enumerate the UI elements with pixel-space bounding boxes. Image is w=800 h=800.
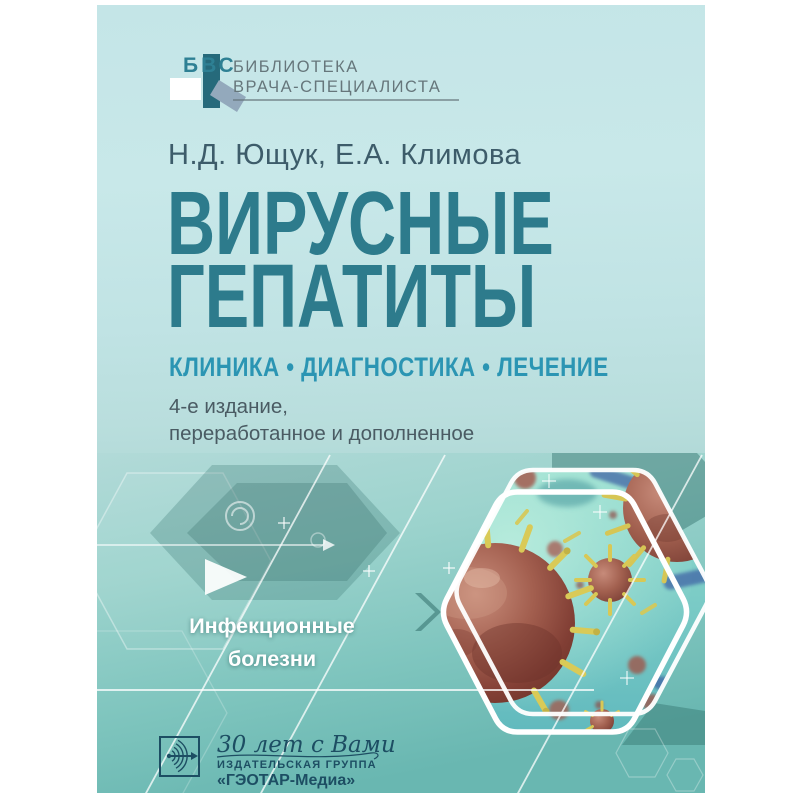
bvs-logo <box>167 50 507 112</box>
publisher-icon <box>160 737 199 776</box>
publisher-logo <box>155 728 475 792</box>
authors-line: Н.Д. Ющук, Е.А. Климова <box>168 139 522 171</box>
bvs-acronym: БВС <box>183 54 237 77</box>
book-title-line1: ВИРУСНЫЕ <box>167 174 554 274</box>
edition-line1: 4-е издание, <box>169 395 288 418</box>
series-badge <box>152 610 392 676</box>
edition-line2: переработанное и дополненное <box>169 422 475 445</box>
subtitle-text: КЛИНИКА • ДИАГНОСТИКА • ЛЕЧЕНИЕ <box>169 352 609 382</box>
bvs-library-line1: БИБЛИОТЕКА <box>233 58 359 76</box>
bvs-library-line2: ВРАЧА-СПЕЦИАЛИСТА <box>233 78 442 96</box>
edition-block <box>169 393 474 447</box>
book-cover <box>97 5 705 793</box>
book-title <box>167 174 554 347</box>
book-title-line2: ГЕПАТИТЫ <box>167 247 537 347</box>
series-badge-line1: Инфекционные <box>189 614 355 638</box>
publisher-anniversary: 30 лет с Вами <box>217 732 396 758</box>
series-badge-line2: болезни <box>227 647 317 671</box>
publisher-name: «ГЭОТАР-Медиа» <box>217 772 356 789</box>
publisher-group-label: ИЗДАТЕЛЬСКАЯ ГРУППА <box>217 759 377 771</box>
